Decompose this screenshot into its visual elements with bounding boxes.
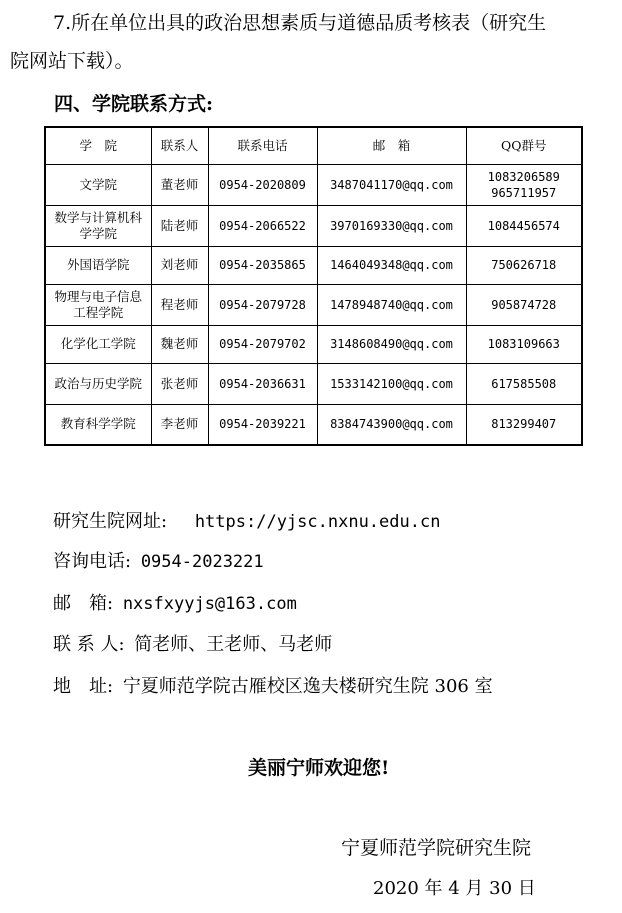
website-link[interactable]: https://yjsc.nxnu.edu.cn: [194, 512, 441, 532]
table-row: [45, 284, 582, 325]
header-qq: QQ群号: [466, 127, 582, 164]
table-row: [45, 325, 582, 363]
address-line: [53, 672, 493, 698]
cell-qq: 1084456574: [466, 205, 582, 246]
table-row: [45, 205, 582, 246]
cell-contact: 董老师: [151, 164, 208, 205]
website-label: 研究生院网址:: [53, 511, 168, 532]
header-contact: 联系人: [151, 127, 208, 164]
cell-contact: 陆老师: [151, 205, 208, 246]
cell-email: 1533142100@qq.com: [317, 363, 466, 404]
website-line: [53, 507, 440, 533]
email-value[interactable]: nxsfxyyjs@163.com: [122, 594, 297, 614]
cell-college: 政治与历史学院: [45, 363, 151, 404]
cell-contact: 李老师: [151, 404, 208, 445]
contacts-table: [44, 126, 583, 446]
phone-label: 咨询电话:: [53, 551, 132, 572]
signature: 宁夏师范学院研究生院: [341, 837, 532, 859]
cell-college: 教育科学学院: [45, 404, 151, 445]
cell-college: 物理与电子信息工程学院: [45, 284, 151, 325]
cell-qq-1: 1083206589: [487, 169, 560, 184]
table-row: [45, 164, 582, 205]
item-7-line-2: 院网站下载）。: [10, 50, 134, 72]
contact-value: 简老师、王老师、马老师: [134, 634, 333, 655]
header-college: 学 院: [45, 127, 151, 164]
table-row: [45, 363, 582, 404]
cell-phone: 0954-2079702: [208, 325, 317, 363]
cell-contact: 张老师: [151, 363, 208, 404]
cell-phone: 0954-2020809: [208, 164, 317, 205]
cell-contact: 程老师: [151, 284, 208, 325]
table-row: [45, 246, 582, 284]
address-value: 宁夏师范学院古雁校区逸夫楼研究生院 306 室: [122, 676, 493, 697]
cell-email: 3970169330@qq.com: [317, 205, 466, 246]
header-email: 邮 箱: [317, 127, 466, 164]
cell-qq: 905874728: [466, 284, 582, 325]
cell-college: 化学化工学院: [45, 325, 151, 363]
phone-value: 0954-2023221: [140, 552, 264, 572]
header-phone: 联系电话: [208, 127, 317, 164]
cell-phone: 0954-2036631: [208, 363, 317, 404]
cell-email: 8384743900@qq.com: [317, 404, 466, 445]
address-label: 地 址:: [53, 676, 114, 697]
email-label: 邮 箱:: [53, 593, 114, 614]
cell-phone: 0954-2079728: [208, 284, 317, 325]
cell-email: 3148608490@qq.com: [317, 325, 466, 363]
table-header-row: [45, 127, 582, 164]
section-title: 四、学院联系方式:: [54, 93, 214, 115]
document-date: 2020 年 4 月 30 日: [373, 878, 536, 899]
cell-qq-2: 965711957: [491, 185, 557, 200]
cell-phone: 0954-2035865: [208, 246, 317, 284]
email-line: [53, 589, 297, 615]
table-row: [45, 404, 582, 445]
cell-phone: 0954-2066522: [208, 205, 317, 246]
cell-contact: 魏老师: [151, 325, 208, 363]
item-7-line-1: 7.所在单位出具的政治思想素质与道德品质考核表（研究生: [53, 12, 547, 34]
contact-line: [53, 630, 332, 656]
phone-line: [53, 547, 264, 573]
welcome-slogan: 美丽宁师欢迎您!: [248, 757, 390, 779]
contact-label: 联 系 人:: [53, 634, 125, 655]
cell-email: 1464049348@qq.com: [317, 246, 466, 284]
cell-qq: 617585508: [466, 363, 582, 404]
cell-contact: 刘老师: [151, 246, 208, 284]
cell-college: 外国语学院: [45, 246, 151, 284]
cell-qq: [466, 164, 582, 205]
cell-phone: 0954-2039221: [208, 404, 317, 445]
cell-qq: 1083109663: [466, 325, 582, 363]
cell-email: 3487041170@qq.com: [317, 164, 466, 205]
cell-college: 文学院: [45, 164, 151, 205]
cell-qq: 813299407: [466, 404, 582, 445]
cell-qq: 750626718: [466, 246, 582, 284]
cell-college: 数学与计算机科学学院: [45, 205, 151, 246]
cell-email: 1478948740@qq.com: [317, 284, 466, 325]
